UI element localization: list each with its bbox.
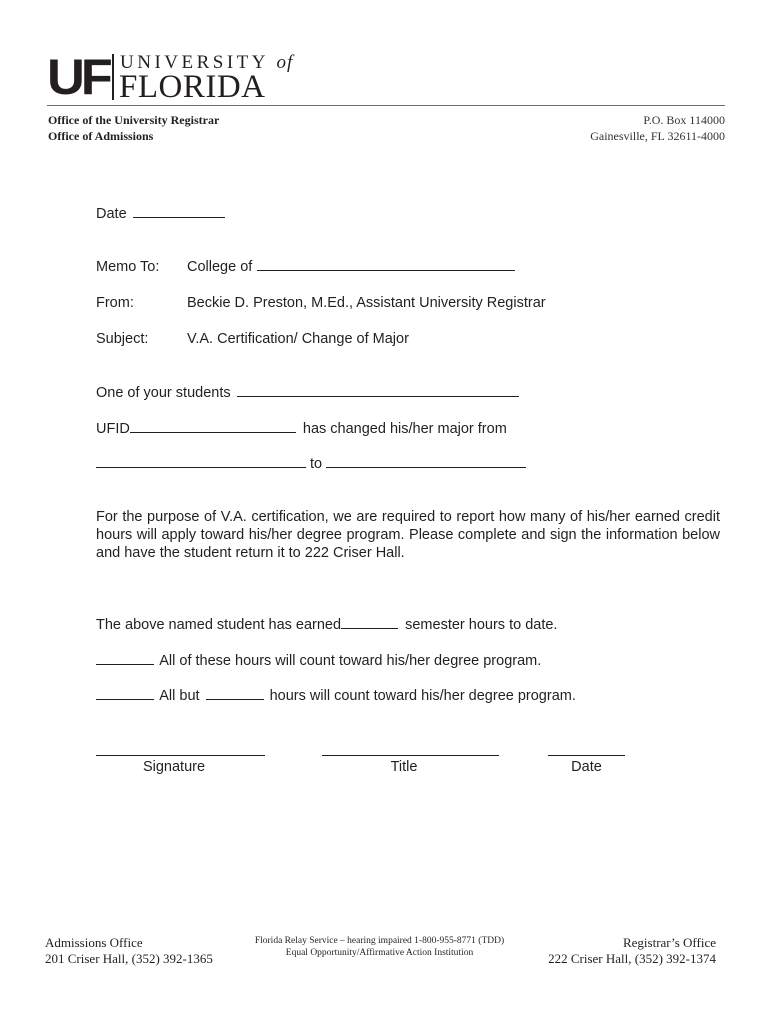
header-rule xyxy=(47,105,725,106)
address-city: Gainesville, FL 32611-4000 xyxy=(590,129,725,143)
ufid-row xyxy=(96,420,507,438)
major-row xyxy=(96,455,526,473)
footer-eoe: Equal Opportunity/Affirmative Action Institution xyxy=(285,948,474,958)
footer-registrar-name: Registrar’s Office xyxy=(622,935,716,950)
date-sign-line[interactable] xyxy=(548,755,625,756)
to-text: to xyxy=(310,456,323,472)
subject-label: Subject: xyxy=(96,331,149,347)
footer-admissions-name: Admissions Office xyxy=(45,935,143,950)
all-but-hours-blank[interactable] xyxy=(206,687,264,700)
changed-major-text: has changed his/her major from xyxy=(302,421,507,437)
title-line[interactable] xyxy=(322,755,499,756)
date-label: Date xyxy=(96,206,127,222)
logo-of-word: of xyxy=(276,52,294,73)
memo-to-label: Memo To: xyxy=(96,259,160,275)
all-but-suffix: hours will count toward his/her degree program. xyxy=(269,688,576,704)
date-blank[interactable] xyxy=(133,205,225,218)
address-po-box: P.O. Box 114000 xyxy=(643,113,725,127)
old-major-blank[interactable] xyxy=(96,455,306,468)
all-count-row xyxy=(96,652,541,670)
student-name-blank[interactable] xyxy=(237,384,519,397)
student-row xyxy=(96,384,519,402)
earned-suffix: semester hours to date. xyxy=(405,617,558,633)
footer-admissions-address: 201 Criser Hall, (352) 392-1365 xyxy=(45,951,213,966)
ufid-label: UFID xyxy=(96,421,130,437)
office-registrar: Office of the University Registrar xyxy=(48,113,220,127)
footer-admissions xyxy=(45,935,213,967)
footer-relay-service: Florida Relay Service – hearing impaired 1-800-955-8771 (TDD) xyxy=(254,936,505,946)
uf-logo-mark: UF xyxy=(47,49,109,105)
all-but-prefix: All but xyxy=(159,688,200,704)
earned-row xyxy=(96,616,557,634)
logo-divider xyxy=(112,54,114,100)
footer-registrar xyxy=(548,935,716,967)
instructions-paragraph: For the purpose of V.A. certification, we are required to report how many of his/her earned credit hours will apply toward his/her degree program. Please complete and sign the information below and have the student return it to 222 Criser Hall. xyxy=(96,509,720,561)
footer-registrar-address: 222 Criser Hall, (352) 392-1374 xyxy=(548,951,716,966)
earned-prefix: The above named student has earned xyxy=(96,617,342,633)
all-but-row xyxy=(96,687,576,705)
from-value: Beckie D. Preston, M.Ed., Assistant University Registrar xyxy=(187,295,546,311)
footer-relay xyxy=(232,935,527,959)
logo-university-word: UNIVERSITY xyxy=(120,52,269,73)
title-label: Title xyxy=(390,759,418,775)
one-of-your-students-label: One of your students xyxy=(96,385,231,401)
office-admissions: Office of Admissions xyxy=(48,129,154,143)
logo-florida: FLORIDA xyxy=(119,69,266,105)
all-count-blank[interactable] xyxy=(96,652,154,665)
signature-label: Signature xyxy=(142,759,206,775)
new-major-blank[interactable] xyxy=(326,455,526,468)
ufid-blank[interactable] xyxy=(130,420,296,433)
date-row xyxy=(96,205,225,223)
signature-line[interactable] xyxy=(96,755,265,756)
college-blank[interactable] xyxy=(257,258,515,271)
memo-to-row xyxy=(187,258,515,276)
subject-value: V.A. Certification/ Change of Major xyxy=(187,331,409,347)
from-label: From: xyxy=(96,295,134,311)
all-count-text: All of these hours will count toward his/her degree program. xyxy=(159,653,542,669)
sign-date-label: Date xyxy=(571,759,602,775)
earned-hours-blank[interactable] xyxy=(341,616,398,629)
college-of-label: College of xyxy=(187,259,253,275)
all-but-check-blank[interactable] xyxy=(96,687,154,700)
